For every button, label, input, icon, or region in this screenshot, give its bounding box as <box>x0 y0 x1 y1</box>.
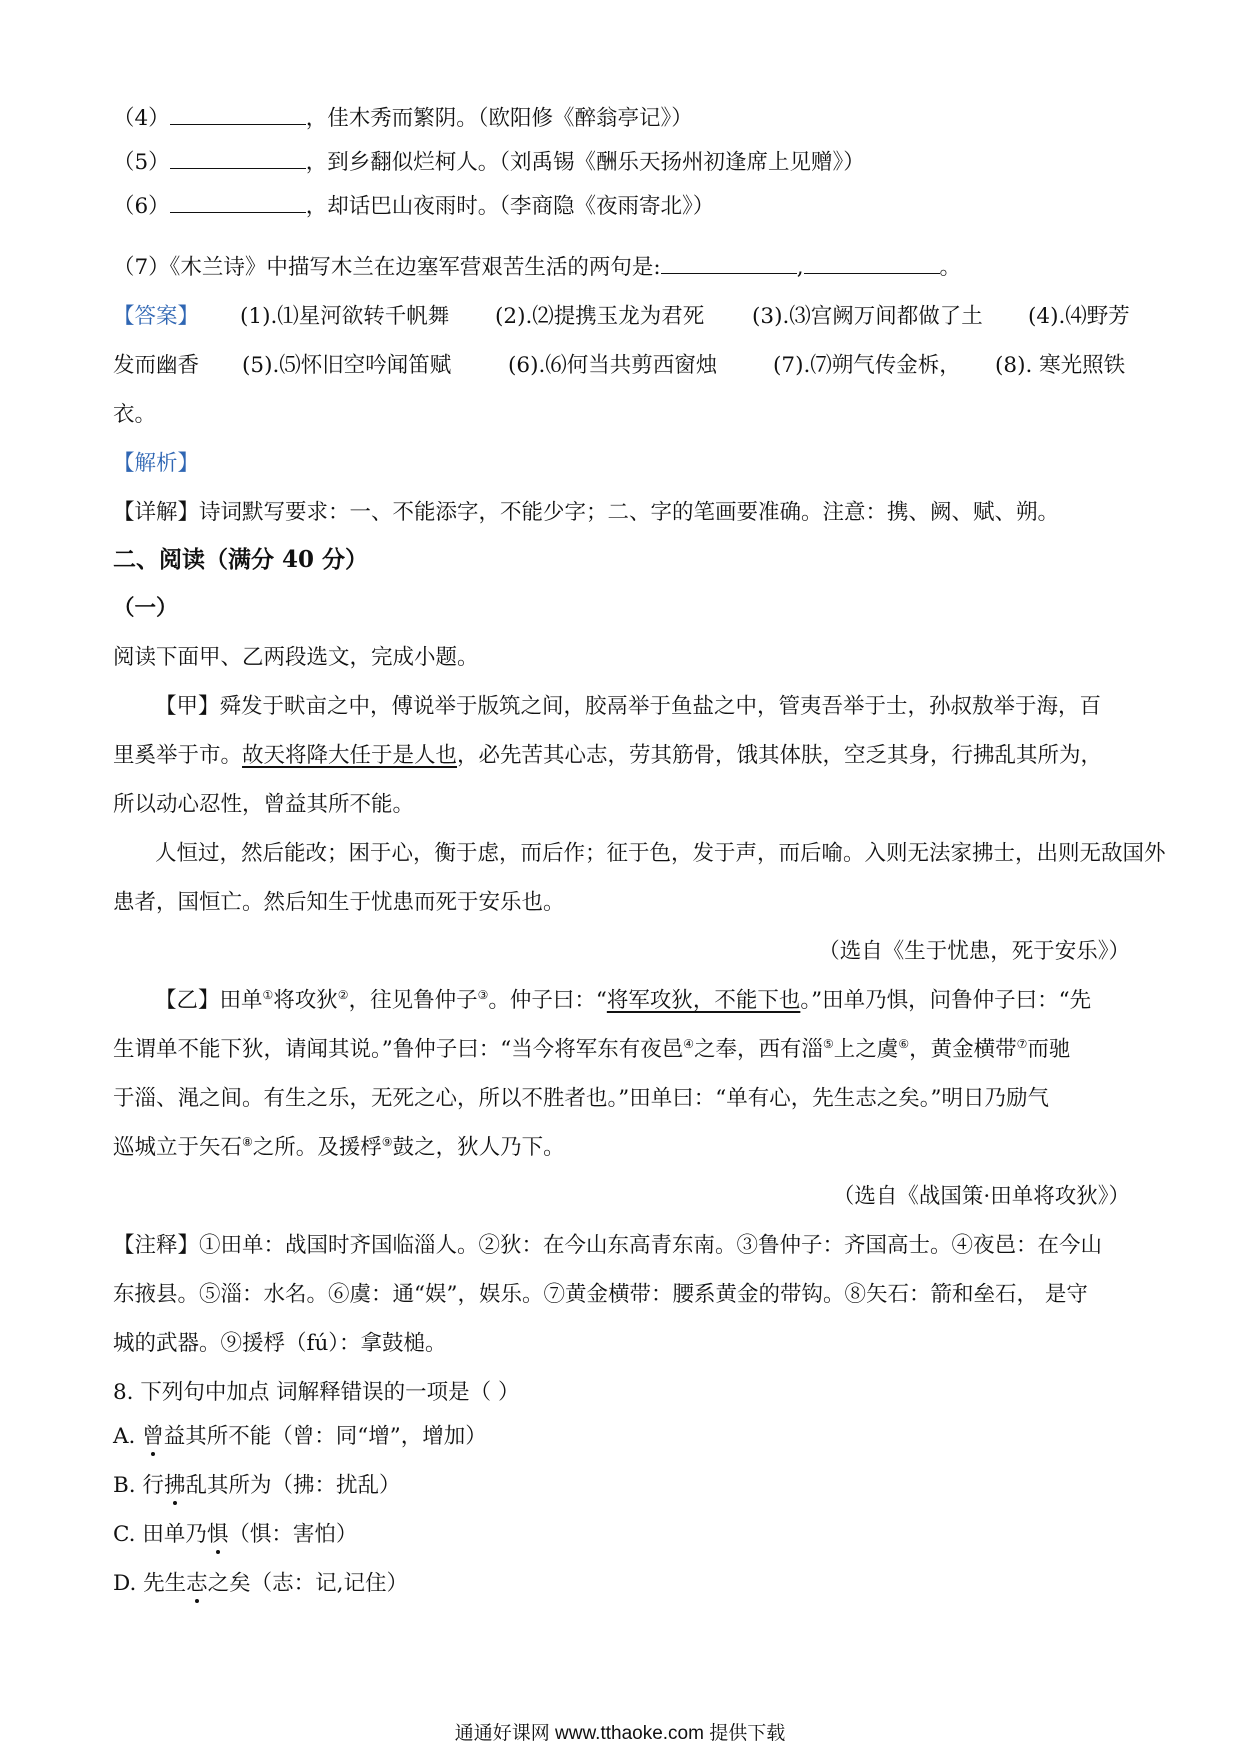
answer-4-cont: 发而幽香 <box>113 353 200 378</box>
jia-line-3: 所以动心忍性，曾益其所不能。 <box>113 792 415 817</box>
answer-7: (7).⑺朔气传金柝， <box>773 353 961 378</box>
notes-line-2: 东掖县。⑤淄：水名。⑥虞：通“娱”，娱乐。⑦黄金横带：腰系黄金的带钩。⑧矢石：箭和垒石， 是守 <box>113 1282 1088 1307</box>
page-footer: 通通好课网 www.tthaoke.com 提供下载 <box>454 1723 786 1744</box>
question-8-stem: 8. 下列句中加点 词解释错误的一项是（ ） <box>113 1380 520 1405</box>
underlined-sentence: 将军攻狄，不能下也 <box>606 988 801 1013</box>
answer-blank <box>804 253 940 274</box>
jia-line-4: 人恒过，然后能改；困于心，衡于虑，而后作；征于色，发于声，而后喻。入则无法家拂士，出则无敌国外 <box>155 841 1166 866</box>
yi-line-3: 于淄、渑之间。有生之乐，无死之心，所以不胜者也。”田单曰：“单有心，先生志之矣。”明日乃励气 <box>113 1086 1049 1111</box>
yi-line-2: 生谓单不能下狄，请闻其说。”鲁仲子曰：“当今将军东有夜邑④之奉，西有淄⑤上之虞⑥，黄金横带⑦而驰 <box>113 1036 1071 1062</box>
option-a: A. 曾益其所不能（曾：同“增”，增加） <box>113 1424 487 1449</box>
yi-source: （选自《战国策·田单将攻狄》） <box>832 1184 1130 1209</box>
fill-item-5: （5） ，到乡翻似烂柯人。（刘禹锡《酬乐天扬州初逢席上见赠》） <box>113 150 865 175</box>
answer-2: (2).⑵提携玉龙为君死 <box>495 304 705 329</box>
answer-5: (5).⑸怀旧空吟闻笛赋 <box>242 353 452 378</box>
answer-blank <box>170 104 306 125</box>
dotted-word: 拂 <box>163 1473 186 1498</box>
fill-item-7: （7）《木兰诗》中描写木兰在边塞军营艰苦生活的两句是: , 。 <box>113 255 962 280</box>
jia-line-2: 里奚举于市。故天将降大任于是人也，必先苦其心志，劳其筋骨，饿其体肤，空乏其身，行拂乱其所为， <box>113 743 1103 768</box>
answer-label: 【答案】 <box>113 304 200 329</box>
answer-6: (6).⑹何当共剪西窗烛 <box>508 353 718 378</box>
notes-line-3: 城的武器。⑨援桴（fú）：拿鼓槌。 <box>113 1331 447 1356</box>
dotted-word: 惧 <box>206 1522 229 1547</box>
analysis-label: 【解析】 <box>113 451 200 476</box>
fill-item-4: （4） ，佳木秀而繁阴。（欧阳修《醉翁亭记》） <box>113 106 693 131</box>
jia-line-1: 【甲】舜发于畎亩之中，傅说举于版筑之间，胶鬲举于鱼盐之中，管夷吾举于士，孙叔敖举于海，百 <box>155 694 1102 719</box>
fill-item-6: （6） ，却话巴山夜雨时。（李商隐《夜雨寄北》） <box>113 194 715 219</box>
part-1-title: （一） <box>113 596 178 621</box>
answer-8: (8). 寒光照铁 <box>995 353 1126 378</box>
answer-3: (3).⑶宫阙万间都做了土 <box>752 304 983 329</box>
yi-line-1: 【乙】田单①将攻狄②，往见鲁仲子③。仲子曰：“将军攻狄，不能下也。”田单乃惧，问鲁仲子曰：“先 <box>155 987 1092 1013</box>
yi-line-4: 巡城立于矢石⑧之所。及援桴⑨鼓之，狄人乃下。 <box>113 1134 565 1160</box>
option-b: B. 行拂乱其所为（拂：扰乱） <box>113 1473 401 1498</box>
answer-4: (4).⑷野芳 <box>1028 304 1130 329</box>
detail-text: 【详解】诗词默写要求：一、不能添字，不能少字；二、字的笔画要准确。注意：携、阙、赋、朔。 <box>113 500 1060 525</box>
answer-blank <box>661 253 797 274</box>
answer-blank <box>170 148 306 169</box>
notes-line-1: 【注释】①田单：战国时齐国临淄人。②狄：在今山东高青东南。③鲁仲子：齐国高士。④夜邑：在今山 <box>113 1233 1103 1258</box>
answer-blank <box>170 192 306 213</box>
option-c: C. 田单乃惧（惧：害怕） <box>113 1522 358 1547</box>
jia-line-5: 患者，国恒亡。然后知生于忧患而死于安乐也。 <box>113 890 565 915</box>
dotted-word: 曾 <box>142 1424 164 1449</box>
jia-source: （选自《生于忧患，死于安乐》） <box>818 939 1130 964</box>
section-2-title: 二、阅读（满分 40 分） <box>113 546 369 573</box>
instruction: 阅读下面甲、乙两段选文，完成小题。 <box>113 645 479 670</box>
option-d: D. 先生志之矣（志：记,记住） <box>113 1571 408 1596</box>
answer-1: (1).⑴星河欲转千帆舞 <box>240 304 450 329</box>
answer-8-cont: 衣。 <box>113 402 157 427</box>
dotted-word: 志 <box>186 1571 208 1596</box>
underlined-sentence: 故天将降大任于是人也 <box>242 743 458 768</box>
